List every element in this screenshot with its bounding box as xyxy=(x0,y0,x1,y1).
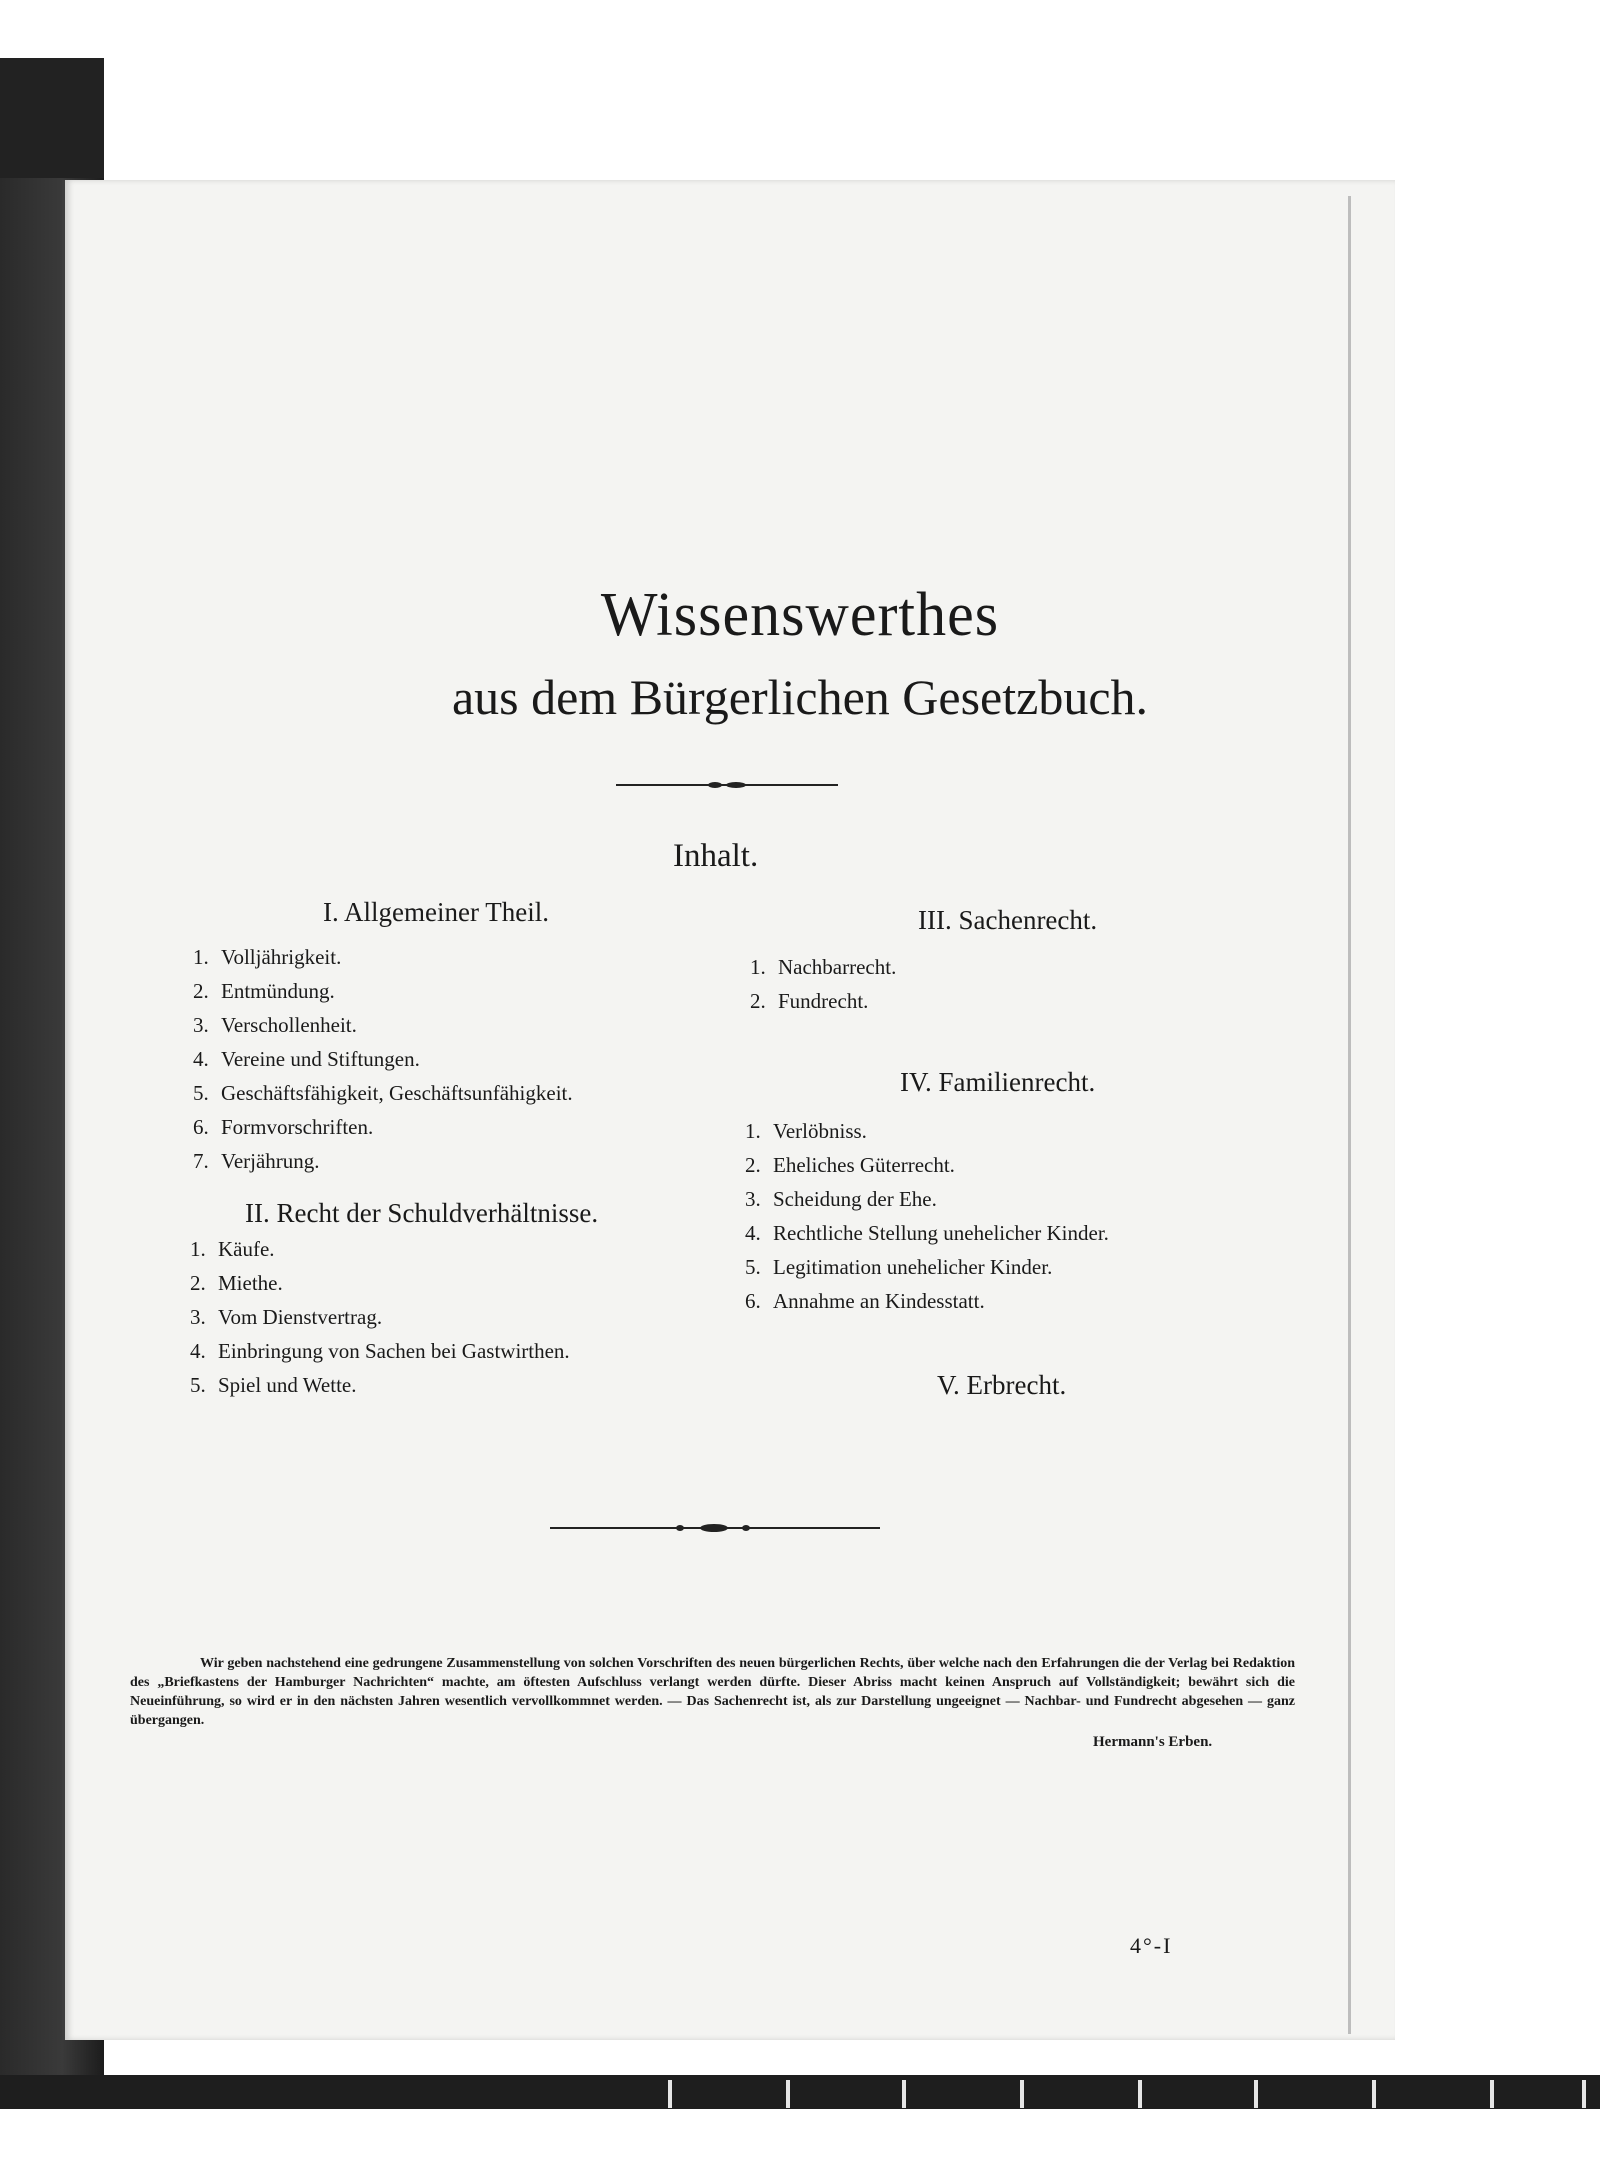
section-list-2 xyxy=(190,1232,570,1402)
scan-bottom-strip xyxy=(0,2075,1600,2109)
item-text: Verschollenheit. xyxy=(221,1013,357,1037)
page-edge xyxy=(1348,196,1351,2034)
document-subtitle: aus dem Bürgerlichen Gesetzbuch. xyxy=(451,669,1149,725)
scan-tick xyxy=(1372,2080,1376,2108)
list-item xyxy=(745,1216,1109,1250)
section-heading-1: I. Allgemeiner Theil. xyxy=(323,897,549,927)
note-text: Wir geben nachstehend eine gedrungene Zusammenstellung von solchen Vorschriften des neuen bürgerlichen Rechts, über welche nach den Erfahrungen die der Verlag bei Redaktion des „Briefkastens der Hamburger Nachrichten“ machte, am öftesten Aufschluss verlangt werden dürfte. Dieser Abriss macht keinen Anspruch auf Vollständigkeit; bewährt sich die Neueinführung, so wird er in den nächsten Jahren wesentlich vervollkommnet werden. — Das Sachenrecht ist, als zur Darstellung ungeeignet — Nachbar- und Fundrecht abgesehen — ganz übergangen. xyxy=(130,1656,1295,1728)
item-text: Verlöbniss. xyxy=(773,1119,867,1143)
item-number: 4. xyxy=(190,1339,206,1363)
item-number: 5. xyxy=(745,1255,761,1279)
item-number: 1. xyxy=(193,945,209,969)
section-list-1 xyxy=(193,940,573,1178)
list-item xyxy=(745,1114,1109,1148)
item-number: 7. xyxy=(193,1149,209,1173)
scan-tick xyxy=(668,2080,672,2108)
section-list-3 xyxy=(750,950,896,1018)
list-item xyxy=(745,1148,1109,1182)
scan-tick xyxy=(902,2080,906,2108)
item-number: 4. xyxy=(745,1221,761,1245)
list-item xyxy=(190,1368,570,1402)
list-item xyxy=(193,1008,573,1042)
item-number: 3. xyxy=(745,1187,761,1211)
item-number: 1. xyxy=(750,955,766,979)
item-text: Einbringung von Sachen bei Gastwirthen. xyxy=(218,1339,570,1363)
item-number: 5. xyxy=(190,1373,206,1397)
item-text: Käufe. xyxy=(218,1237,275,1261)
scan-tick xyxy=(1254,2080,1258,2108)
book-binding-top xyxy=(0,58,104,178)
list-item xyxy=(193,1076,573,1110)
item-text: Formvorschriften. xyxy=(221,1115,374,1139)
item-text: Fundrecht. xyxy=(778,989,869,1013)
publisher-note xyxy=(130,1654,1295,1730)
section-heading-3: III. Sachenrecht. xyxy=(918,905,1098,935)
publisher-signature: Hermann's Erben. xyxy=(1093,1734,1213,1750)
scan-tick xyxy=(786,2080,790,2108)
item-number: 2. xyxy=(193,979,209,1003)
section-heading-5: V. Erbrecht. xyxy=(937,1370,1067,1400)
item-text: Verjährung. xyxy=(221,1149,320,1173)
list-item xyxy=(745,1182,1109,1216)
section-list-4 xyxy=(745,1114,1109,1318)
item-text: Annahme an Kindesstatt. xyxy=(773,1289,985,1313)
list-item xyxy=(193,1042,573,1076)
list-item xyxy=(750,984,896,1018)
contents-heading: Inhalt. xyxy=(673,838,759,874)
item-text: Volljährigkeit. xyxy=(221,945,342,969)
list-item xyxy=(745,1284,1109,1318)
item-text: Miethe. xyxy=(218,1271,283,1295)
list-item xyxy=(190,1232,570,1266)
list-item xyxy=(190,1266,570,1300)
item-number: 2. xyxy=(745,1153,761,1177)
item-text: Entmündung. xyxy=(221,979,335,1003)
item-number: 5. xyxy=(193,1081,209,1105)
item-text: Eheliches Güterrecht. xyxy=(773,1153,955,1177)
item-number: 2. xyxy=(750,989,766,1013)
item-text: Scheidung der Ehe. xyxy=(773,1187,937,1211)
item-number: 1. xyxy=(745,1119,761,1143)
scan-tick xyxy=(1490,2080,1494,2108)
item-number: 3. xyxy=(193,1013,209,1037)
item-text: Vereine und Stiftungen. xyxy=(221,1047,420,1071)
list-item xyxy=(193,1144,573,1178)
scan-tick xyxy=(1138,2080,1142,2108)
item-number: 1. xyxy=(190,1237,206,1261)
item-text: Legitimation unehelicher Kinder. xyxy=(773,1255,1053,1279)
item-number: 4. xyxy=(193,1047,209,1071)
item-text: Spiel und Wette. xyxy=(218,1373,357,1397)
list-item xyxy=(190,1300,570,1334)
item-number: 3. xyxy=(190,1305,206,1329)
item-text: Vom Dienstvertrag. xyxy=(218,1305,383,1329)
list-item xyxy=(193,940,573,974)
item-number: 6. xyxy=(193,1115,209,1139)
list-item xyxy=(190,1334,570,1368)
document-title: Wissenswerthes xyxy=(600,579,1000,649)
section-heading-2: II. Recht der Schuldverhältnisse. xyxy=(245,1198,599,1228)
scan-tick xyxy=(1020,2080,1024,2108)
list-item xyxy=(750,950,896,984)
section-heading-4: IV. Familienrecht. xyxy=(900,1067,1096,1097)
item-number: 6. xyxy=(745,1289,761,1313)
list-item xyxy=(193,1110,573,1144)
item-text: Nachbarrecht. xyxy=(778,955,897,979)
item-number: 2. xyxy=(190,1271,206,1295)
page-mark: 4°-I xyxy=(1130,1933,1173,1958)
item-text: Rechtliche Stellung unehelicher Kinder. xyxy=(773,1221,1109,1245)
item-text: Geschäftsfähigkeit, Geschäftsunfähigkeit. xyxy=(221,1081,573,1105)
list-item xyxy=(745,1250,1109,1284)
scan-tick xyxy=(1582,2080,1586,2108)
list-item xyxy=(193,974,573,1008)
